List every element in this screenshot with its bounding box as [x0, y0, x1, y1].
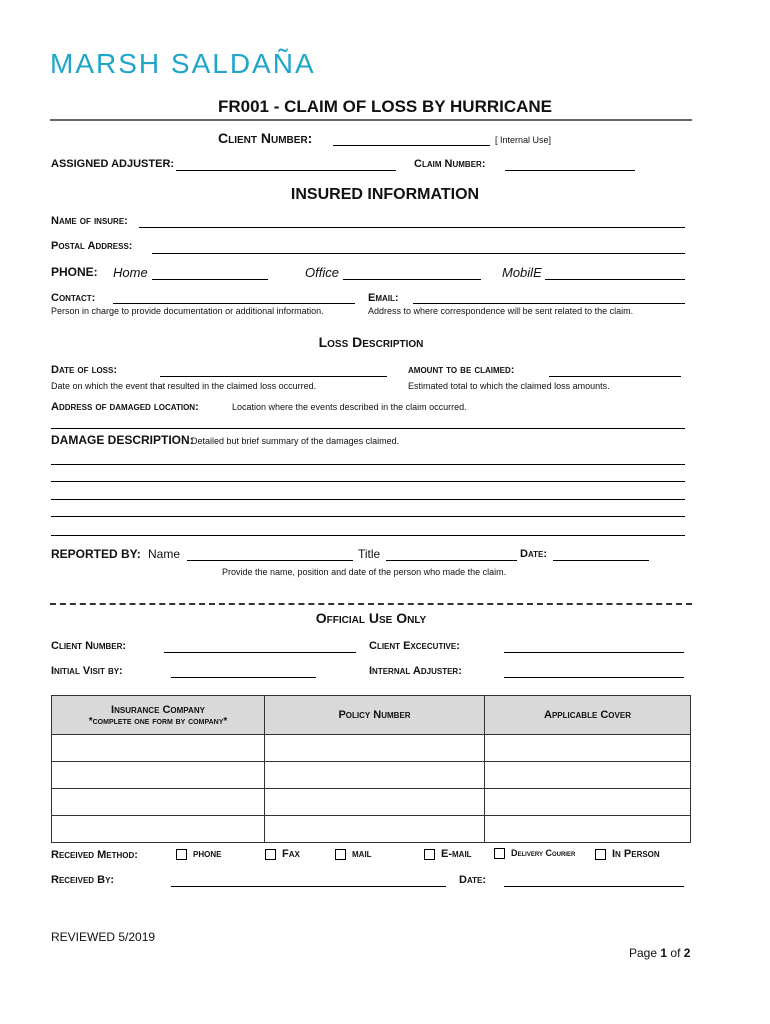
official-use-divider [50, 603, 692, 605]
contact-hint: Person in charge to provide documentation or additional information. [51, 306, 324, 316]
official-use-heading: Official Use Only [315, 610, 427, 626]
client-number-label: Client Number: [218, 130, 313, 146]
checkbox-icon [595, 849, 606, 860]
reviewed-date: REVIEWED 5/2019 [51, 930, 156, 944]
method-mail[interactable]: mail [335, 848, 372, 860]
received-method-label: Received Method: [51, 849, 138, 861]
client-executive-field[interactable] [504, 652, 684, 653]
form-title: FR001 - CLAIM OF LOSS BY HURRICANE [217, 97, 553, 116]
insurance-table-header [52, 696, 691, 735]
insurance-table [51, 695, 691, 843]
reported-date-label: Date: [520, 548, 548, 560]
method-fax[interactable]: Fax [265, 848, 300, 860]
title-rule [50, 119, 692, 121]
damage-line-5[interactable] [51, 535, 685, 536]
checkbox-icon [494, 848, 505, 859]
email-label: Email: [368, 292, 399, 304]
method-phone[interactable]: phone [176, 848, 221, 860]
table-cell[interactable] [52, 762, 265, 789]
contact-field[interactable] [113, 303, 355, 304]
internal-adjuster-label: Internal Adjuster: [369, 665, 462, 677]
table-cell[interactable] [485, 762, 691, 789]
received-date-label: Date: [459, 874, 487, 886]
received-by-label: Received By: [51, 874, 115, 886]
date-of-loss-hint: Date on which the event that resulted in the claimed loss occurred. [51, 381, 317, 391]
amount-claimed-field[interactable] [549, 376, 681, 377]
method-delivery-courier[interactable]: Delivery Courier [494, 848, 575, 859]
claim-number-field[interactable] [505, 170, 635, 171]
assigned-adjuster-field[interactable] [176, 170, 396, 171]
phone-home-label: Home [113, 265, 148, 280]
damage-line-1[interactable] [51, 464, 685, 465]
damaged-location-hint: Location where the events described in the claim occurred. [232, 402, 467, 412]
table-cell[interactable] [485, 789, 691, 816]
table-cell[interactable] [52, 816, 265, 843]
date-of-loss-field[interactable] [160, 376, 387, 377]
phone-office-field[interactable] [343, 279, 481, 280]
method-email[interactable]: E-mail [424, 848, 472, 860]
table-cell[interactable] [485, 735, 691, 762]
reported-by-label: REPORTED BY: [51, 547, 141, 561]
table-cell[interactable] [265, 789, 485, 816]
email-hint: Address to where correspondence will be sent related to the claim. [368, 306, 634, 316]
reported-title-label: Title [358, 547, 381, 561]
checkbox-icon [335, 849, 346, 860]
insurance-company-subheader: *complete one form by company* [88, 715, 228, 727]
damage-description-label: DAMAGE DESCRIPTION: [51, 433, 194, 447]
reported-date-field[interactable] [553, 560, 649, 561]
amount-claimed-label: amount to be claimed: [408, 364, 515, 376]
received-date-field[interactable] [504, 886, 684, 887]
damaged-location-label: Address of damaged location: [51, 401, 199, 413]
applicable-cover-header: Applicable Cover [485, 696, 691, 735]
damaged-location-field[interactable] [51, 428, 685, 429]
reported-title-field[interactable] [386, 560, 517, 561]
table-cell[interactable] [485, 816, 691, 843]
reported-by-hint: Provide the name, position and date of the person who made the claim. [222, 567, 507, 577]
insured-name-label: Name of insure: [51, 215, 128, 227]
damage-line-4[interactable] [51, 516, 685, 517]
table-row [52, 762, 691, 789]
reported-name-label: Name [148, 547, 181, 561]
internal-adjuster-field[interactable] [504, 677, 684, 678]
client-executive-label: Client Excecutive: [369, 640, 460, 652]
postal-address-field[interactable] [152, 253, 685, 254]
reported-name-field[interactable] [187, 560, 353, 561]
table-cell[interactable] [52, 735, 265, 762]
method-in-person[interactable]: In Person [595, 848, 660, 860]
phone-office-label: Office [305, 265, 339, 280]
initial-visit-label: Initial Visit by: [51, 665, 123, 677]
amount-claimed-hint: Estimated total to which the claimed loss amounts. [408, 381, 610, 391]
client-number-field[interactable] [333, 145, 490, 146]
checkbox-icon [265, 849, 276, 860]
damage-line-3[interactable] [51, 499, 685, 500]
contact-label: Contact: [51, 292, 96, 304]
damage-line-2[interactable] [51, 481, 685, 482]
table-cell[interactable] [265, 762, 485, 789]
internal-use-note: [ Internal Use] [495, 135, 552, 145]
policy-number-header: Policy Number [265, 696, 485, 735]
postal-address-label: Postal Address: [51, 240, 133, 252]
official-client-number-label: Client Number: [51, 640, 127, 652]
email-field[interactable] [413, 303, 685, 304]
damage-description-hint: Detailed but brief summary of the damages claimed. [191, 436, 400, 446]
initial-visit-field[interactable] [171, 677, 316, 678]
phone-mobile-field[interactable] [545, 279, 685, 280]
page-number: Page 1 of 2 [629, 946, 691, 960]
phone-label: PHONE: [51, 265, 98, 279]
table-row [52, 735, 691, 762]
date-of-loss-label: Date of loss: [51, 364, 118, 376]
received-by-field[interactable] [171, 886, 446, 887]
checkbox-icon [424, 849, 435, 860]
table-cell[interactable] [52, 789, 265, 816]
insured-info-heading: INSURED INFORMATION [290, 186, 480, 203]
table-cell[interactable] [265, 816, 485, 843]
insurance-company-header: Insurance Company *complete one form by company* [52, 696, 265, 735]
claim-number-label: Claim Number: [414, 158, 486, 170]
phone-home-field[interactable] [152, 279, 268, 280]
table-cell[interactable] [265, 735, 485, 762]
checkbox-icon [176, 849, 187, 860]
insured-name-field[interactable] [139, 227, 685, 228]
loss-description-heading: Loss Description [318, 334, 424, 350]
assigned-adjuster-label: ASSIGNED ADJUSTER: [51, 158, 175, 170]
table-row [52, 816, 691, 843]
company-logo: MARSH SALDAÑA [50, 48, 316, 79]
phone-mobile-label: MobilE [502, 265, 542, 280]
table-row [52, 789, 691, 816]
official-client-number-field[interactable] [164, 652, 356, 653]
